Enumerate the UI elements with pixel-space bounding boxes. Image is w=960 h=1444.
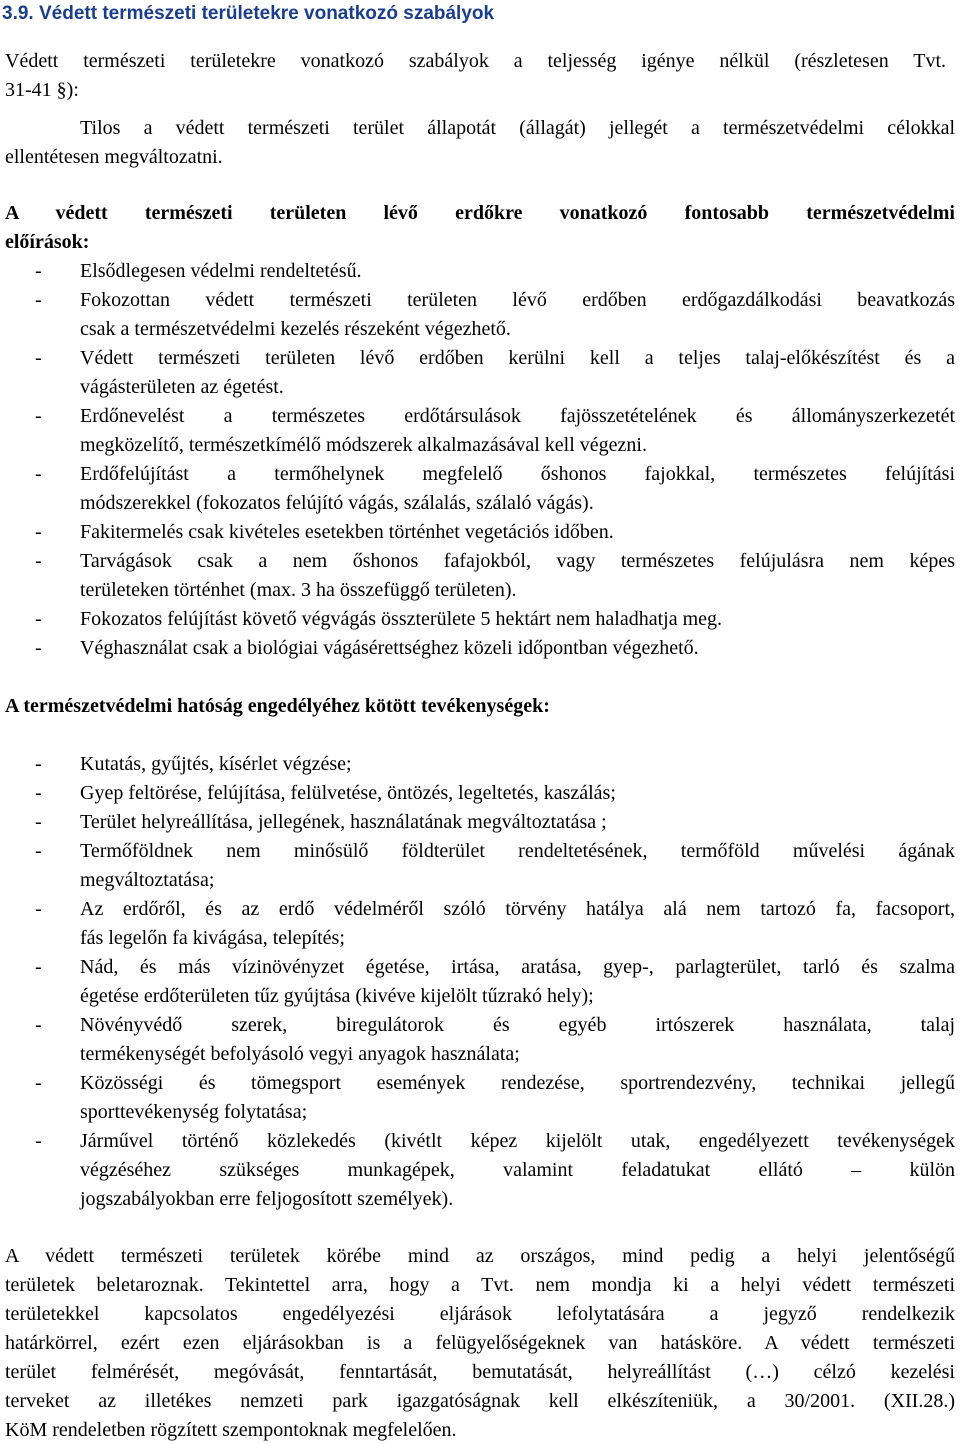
list-bullet: - xyxy=(35,608,42,630)
list-bullet: - xyxy=(35,637,42,659)
list-item-line: jogszabályokban erre feljogosított személyek). xyxy=(80,1188,454,1210)
list-item-line: módszerekkel (fokozatos felújító vágás, szálalás, szálaló vágás). xyxy=(80,492,594,514)
list-item-line: Elsődlegesen védelmi rendeltetésű. xyxy=(80,260,362,282)
list-bullet: - xyxy=(35,782,42,804)
list-bullet: - xyxy=(35,289,42,311)
list-item-line: Védett természeti területen lévő erdőben kerülni kell a teljes talaj-előkészítést és a xyxy=(80,347,955,369)
list-bullet: - xyxy=(35,463,42,485)
section2-title: A természetvédelmi hatóság engedélyéhez kötött tevékenységek: xyxy=(5,695,550,717)
list-item-line: Fokozatos felújítást követő végvágás összterülete 5 hektárt nem haladhatja meg. xyxy=(80,608,723,630)
list-bullet: - xyxy=(35,550,42,572)
list-item-line: sporttevékenység folytatása; xyxy=(80,1101,308,1123)
list-item-line: végzéséhez szükséges munkagépek, valamint feladatukat ellátó – külön xyxy=(80,1159,955,1181)
list-bullet: - xyxy=(35,1130,42,1152)
closing-line: KöM rendeletben rögzített szempontoknak megfelelően. xyxy=(5,1419,457,1441)
list-item-line: megközelítő, természetkímélő módszerek alkalmazásával kell végezni. xyxy=(80,434,647,456)
closing-line: területekkel kapcsolatos engedélyezési eljárások lefolytatására a jegyző rendelkezik xyxy=(5,1303,955,1325)
list-item-line: megváltoztatása; xyxy=(80,869,215,891)
list-item-line: Kutatás, gyűjtés, kísérlet végzése; xyxy=(80,753,352,775)
closing-line: területek beletaroznak. Tekintettel arra, hogy a Tvt. nem mondja ki a helyi védett természeti xyxy=(5,1274,955,1296)
list-bullet: - xyxy=(35,405,42,427)
list-item-line: Véghasználat csak a biológiai vágásérettséghez közeli időpontban végezhető. xyxy=(80,637,699,659)
intro-line: Tilos a védett természeti terület állapotát (állagát) jellegét a természetvédelmi célokkal xyxy=(80,117,955,139)
intro-line: 31-41 §): xyxy=(5,79,79,101)
list-item-line: Járművel történő közlekedés (kivétlt képez kijelölt utak, engedélyezett tevékenységek xyxy=(80,1130,955,1152)
list-bullet: - xyxy=(35,811,42,833)
list-item-line: Terület helyreállítása, jellegének, használatának megváltoztatása ; xyxy=(80,811,607,833)
section1-title: előírások: xyxy=(5,231,90,253)
list-item-line: termékenységét befolyásoló vegyi anyagok használata; xyxy=(80,1043,520,1065)
list-bullet: - xyxy=(35,753,42,775)
closing-line: terveket az illetékes nemzeti park igazgatóságnak kell elkészíteniük, a 30/2001. (XII.28.) xyxy=(5,1390,955,1412)
closing-line: A védett természeti területek körébe mind az országos, mind pedig a helyi jelentőségű xyxy=(5,1245,955,1267)
section1-title: A védett természeti területen lévő erdőkre vonatkozó fontosabb természetvédelmi xyxy=(5,202,955,224)
list-item-line: Fakitermelés csak kivételes esetekben történhet vegetációs időben. xyxy=(80,521,614,543)
list-item-line: Nád, és más vízinövényzet égetése, irtása, aratása, gyep-, parlagterület, tarló és szalma xyxy=(80,956,955,978)
list-item-line: Termőföldnek nem minősülő földterület rendeltetésének, termőföld művelési ágának xyxy=(80,840,955,862)
list-bullet: - xyxy=(35,898,42,920)
list-bullet: - xyxy=(35,347,42,369)
list-item-line: fás legelőn fa kivágása, telepítés; xyxy=(80,927,345,949)
list-item-line: vágásterületen az égetést. xyxy=(80,376,284,398)
list-bullet: - xyxy=(35,1014,42,1036)
list-item-line: Növényvédő szerek, biregulátorok és egyéb irtószerek használata, talaj xyxy=(80,1014,955,1036)
list-item-line: csak a természetvédelmi kezelés részeként végezhető. xyxy=(80,318,511,340)
list-item-line: Az erdőről, és az erdő védelméről szóló törvény hatálya alá nem tartozó fa, facsoport, xyxy=(80,898,955,920)
list-item-line: területeken történhet (max. 3 ha összefüggő területen). xyxy=(80,579,517,601)
list-bullet: - xyxy=(35,260,42,282)
closing-line: határkörrel, ezért ezen eljárásokban is a felügyelőségeknek van hatásköre. A védett természeti xyxy=(5,1332,955,1354)
list-item-line: Erdőfelújítást a termőhelynek megfelelő őshonos fajokkal, természetes felújítási xyxy=(80,463,955,485)
list-item-line: Fokozottan védett természeti területen lévő erdőben erdőgazdálkodási beavatkozás xyxy=(80,289,955,311)
list-item-line: Erdőnevelést a természetes erdőtársulások fajösszetételének és állományszerkezetét xyxy=(80,405,955,427)
intro-line: Védett természeti területekre vonatkozó szabályok a teljesség igénye nélkül (részletesen Tvt. xyxy=(5,50,946,72)
list-bullet: - xyxy=(35,1072,42,1094)
list-item-line: Gyep feltörése, felújítása, felülvetése, öntözés, legeltetés, kaszálás; xyxy=(80,782,616,804)
section-heading: 3.9. Védett természeti területekre vonatkozó szabályok xyxy=(2,3,495,24)
list-bullet: - xyxy=(35,521,42,543)
list-item-line: Közösségi és tömegsport események rendezése, sportrendezvény, technikai jellegű xyxy=(80,1072,955,1094)
list-item-line: égetése erdőterületen tűz gyújtása (kivéve kijelölt tűzrakó hely); xyxy=(80,985,594,1007)
list-item-line: Tarvágások csak a nem őshonos fafajokból, vagy természetes felújulásra nem képes xyxy=(80,550,955,572)
closing-line: terület felmérését, megóvását, fenntartását, bemutatását, helyreállítást (…) célzó kezelési xyxy=(5,1361,955,1383)
list-bullet: - xyxy=(35,840,42,862)
intro-line: ellentétesen megváltozatni. xyxy=(5,146,223,168)
list-bullet: - xyxy=(35,956,42,978)
